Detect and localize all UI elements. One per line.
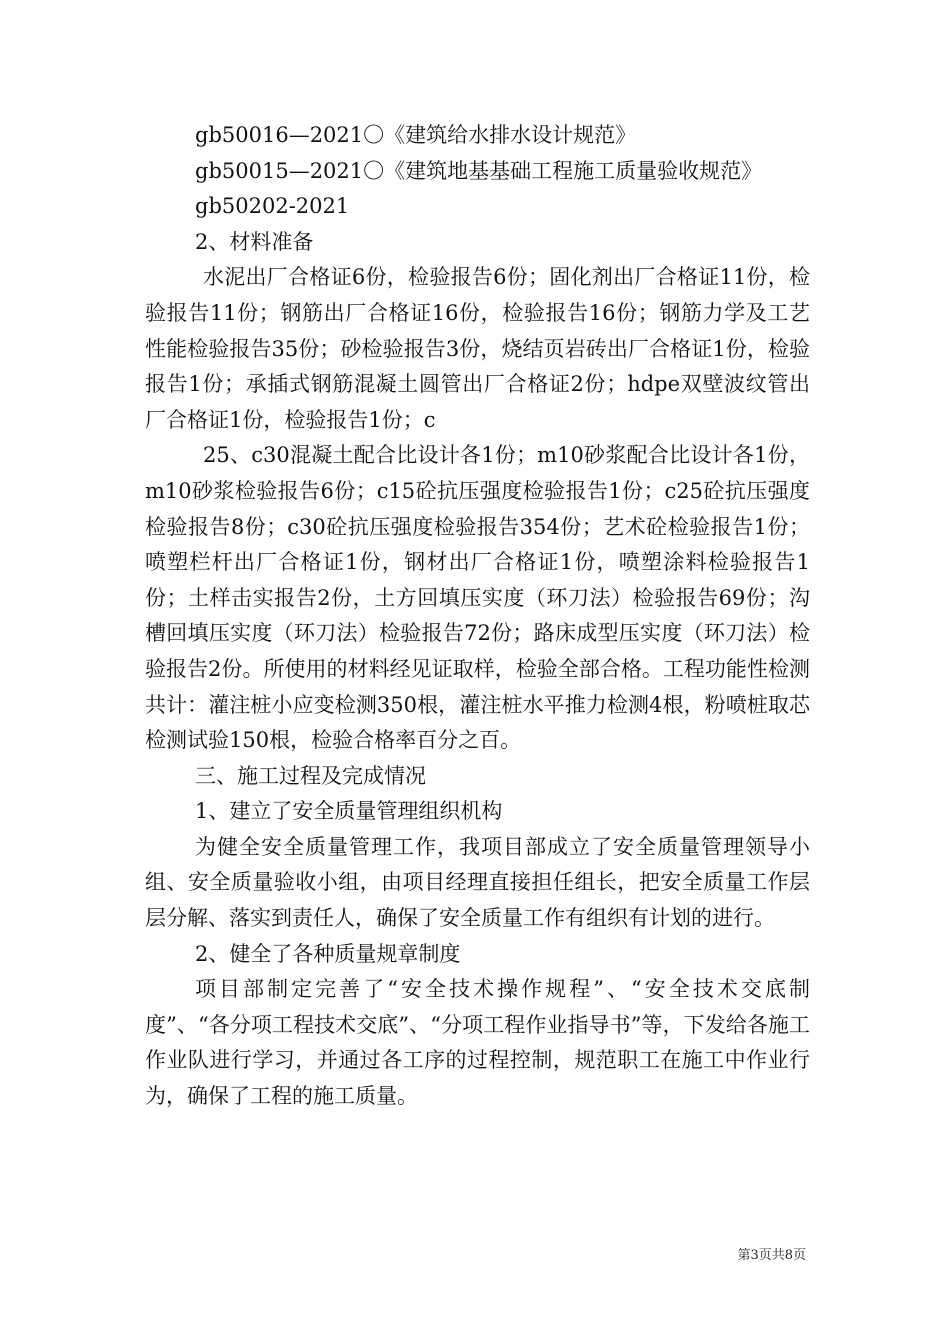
section-3-heading: 三、施工过程及完成情况 — [195, 763, 426, 788]
materials-paragraph-2: 25、c30混凝土配合比设计各1份；m10砂浆配合比设计各1份，m10砂浆检验报告6份；c15砼抗压强度检验报告1份；c25砼抗压强度检验报告8份；c30砼抗压强度检验报告354份；艺术砼检验报告1份；喷塑栏杆出厂合格证1份，钢材出厂合格证1份，喷塑涂料检验报告1份；土样击实报告2份，土方回填压实度（环刀法）检验报告69份；沟槽回填压实度（环刀法）检验报告72份；路床成型压实度（环刀法）检验报告2份。所使用的材料经见证取样，检验全部合格。工程功能性检测共计：灌注桩小应变检测350根，灌注桩水平推力检测4根，粉喷桩取芯检测试验150根，检验合格率百分之百。 — [145, 443, 810, 753]
materials-paragraph-1: 水泥出厂合格证6份，检验报告6份；固化剂出厂合格证11份，检验报告11份；钢筋出厂合格证16份，检验报告16份；钢筋力学及工艺性能检验报告35份；砂检验报告3份，烧结页岩砖出厂合格证1份，检验报告1份；承插式钢筋混凝土圆管出厂合格证2份；hdpe双壁波纹管出厂合格证1份，检验报告1份；c — [145, 265, 810, 432]
subsection-2-paragraph: 项目部制定完善了“安全技术操作规程”、“安全技术交底制度”、“各分项工程技术交底”、“分项工程作业指导书”等，下发给各施工作业队进行学习，并通过各工序的过程控制，规范职工在施工中作业行为，确保了工程的施工质量。 — [145, 977, 810, 1109]
subsection-2-heading: 2、健全了各种质量规章制度 — [195, 941, 461, 966]
standard-line-1: gb50016—2021〇《建筑给水排水设计规范》 — [195, 123, 637, 147]
materials-heading: 2、材料准备 — [195, 229, 314, 254]
page-number: 第3页共8页 — [737, 1248, 806, 1263]
document-body — [145, 118, 810, 1115]
subsection-1-heading: 1、建立了安全质量管理组织机构 — [195, 799, 503, 824]
subsection-1-paragraph: 为健全安全质量管理工作，我项目部成立了安全质量管理领导小组、安全质量验收小组，由项目经理直接担任组长，把安全质量工作层层分解、落实到责任人，确保了安全质量工作有组织有计划的进行。 — [145, 834, 810, 931]
standard-line-2: gb50015—2021〇《建筑地基基础工程施工质量验收规范》 — [195, 158, 763, 183]
standard-line-3: gb50202-2021 — [195, 194, 350, 219]
